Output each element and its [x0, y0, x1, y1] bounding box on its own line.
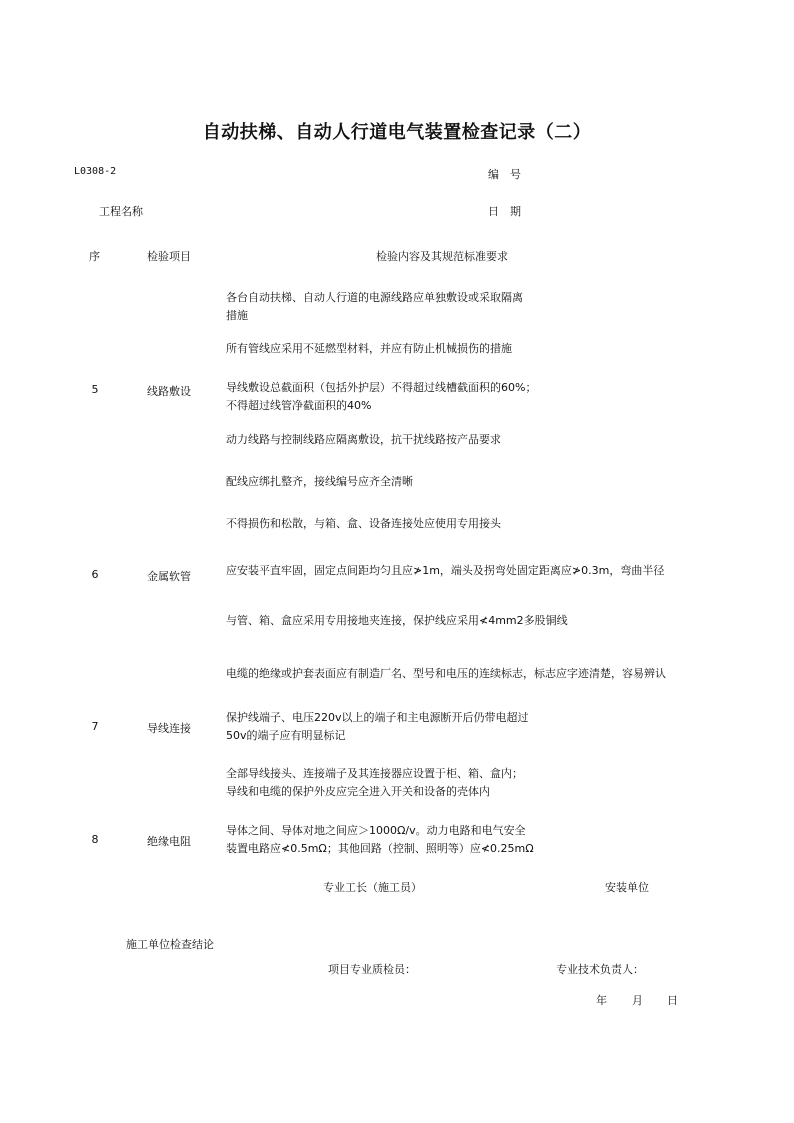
requirement-text — [226, 431, 501, 449]
requirement-text — [226, 515, 501, 533]
requirement-line: 配线应绑扎整齐，接线编号应齐全清晰 — [226, 475, 413, 488]
section-seq: 5 — [91, 383, 99, 396]
tech-lead-label: 专业技术负责人： — [556, 963, 644, 976]
date-label: 日 期 — [488, 205, 521, 218]
requirement-line: 导体之间、导体对地之间应＞1000Ω/v。动力电路和电气安全 — [226, 824, 526, 837]
project-name-label: 工程名称 — [99, 205, 143, 218]
section-item: 绝缘电阻 — [147, 835, 191, 848]
requirement-line: 所有管线应采用不延燃型材料，并应有防止机械损伤的措施 — [226, 342, 512, 355]
requirement-text — [226, 665, 676, 683]
requirement-line: 保护线端子、电压220v以上的端子和主电源断开后仍带电超过 — [226, 711, 529, 724]
requirement-text — [226, 340, 512, 358]
requirement-line: 不得超过线管净截面积的40% — [226, 399, 372, 412]
year-label: 年 — [596, 994, 607, 1007]
requirement-text — [226, 473, 413, 491]
requirement-text — [226, 379, 536, 415]
requirement-line: 装置电路应≮0.5mΩ；其他回路（控制、照明等）应≮0.25mΩ — [226, 842, 534, 855]
inspector-label: 项目专业质检员： — [328, 963, 416, 976]
form-code: L0308-2 — [74, 166, 117, 177]
requirement-line: 全部导线接头、连接端子及其连接器应设置于柜、箱、盒内； — [226, 767, 523, 780]
page-title: 自动扶梯、自动人行道电气装置检查记录（二） — [202, 122, 592, 143]
requirement-line: 不得损伤和松散，与箱、盒、设备连接处应使用专用接头 — [226, 517, 501, 530]
requirement-line: 各台自动扶梯、自动人行道的电源线路应单独敷设或采取隔离 — [226, 291, 523, 304]
requirement-line: 50v的端子应有明显标记 — [226, 729, 346, 742]
requirement-line: 措施 — [226, 309, 248, 322]
section-item: 金属软管 — [147, 570, 191, 583]
requirement-line: 与管、箱、盒应采用专用接地夹连接，保护线应采用≮4mm2多股铜线 — [226, 614, 568, 627]
requirement-text — [226, 289, 523, 325]
requirement-line: 电缆的绝缘或护套表面应有制造厂名、型号和电压的连续标志，标志应字迹清楚，容易辨认 — [226, 667, 666, 680]
requirement-line: 动力线路与控制线路应隔离敷设，抗干扰线路按产品要求 — [226, 433, 501, 446]
column-header-content: 检验内容及其规范标准要求 — [376, 250, 508, 263]
requirement-line: 应安装平直牢固，固定点间距均匀且应≯1m，端头及拐弯处固定距离应≯0.3m，弯曲半径 — [226, 564, 665, 577]
column-header-seq: 序 — [89, 250, 100, 263]
requirement-text — [226, 765, 523, 801]
section-seq: 8 — [91, 833, 99, 846]
section-item: 导线连接 — [147, 722, 191, 735]
month-label: 月 — [632, 994, 643, 1007]
requirement-line: 导线敷设总截面积（包括外护层）不得超过线槽截面积的60%； — [226, 381, 537, 394]
install-unit-label: 安装单位 — [605, 881, 649, 894]
requirement-text — [226, 709, 529, 745]
section-seq: 7 — [91, 720, 99, 733]
section-seq: 6 — [91, 568, 99, 581]
day-label: 日 — [667, 994, 678, 1007]
requirement-text — [226, 562, 676, 580]
foreman-label: 专业工长（施工员） — [323, 881, 422, 894]
requirement-text — [226, 612, 568, 630]
number-label: 编 号 — [488, 168, 521, 181]
requirement-line: 导线和电缆的保护外皮应完全进入开关和设备的壳体内 — [226, 785, 490, 798]
conclusion-label: 施工单位检查结论 — [126, 938, 214, 951]
column-header-item: 检验项目 — [147, 250, 191, 263]
section-item: 线路敷设 — [147, 385, 191, 398]
requirement-text — [226, 822, 534, 858]
